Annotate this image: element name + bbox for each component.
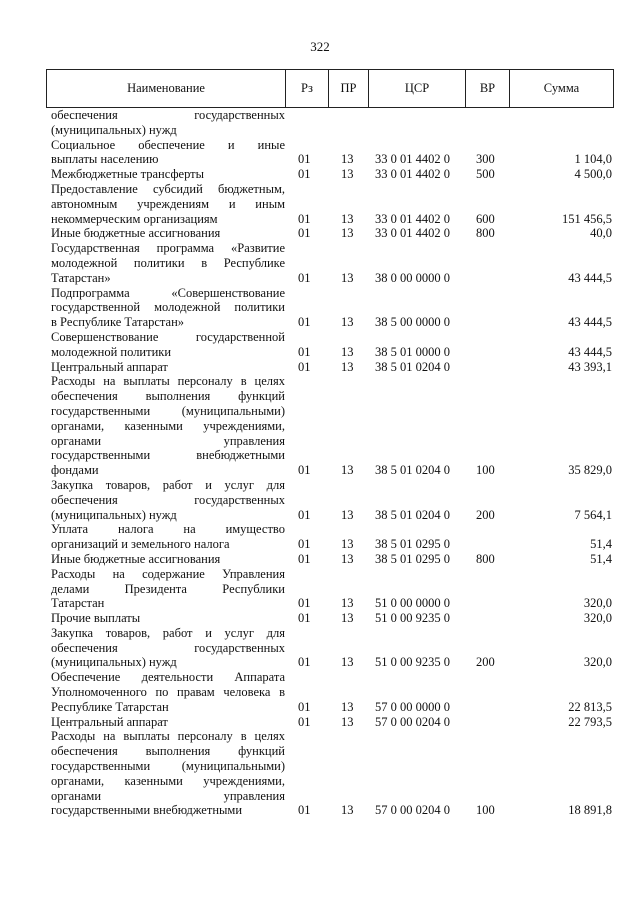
- row-rz: 01: [298, 344, 311, 359]
- row-name-line: Межбюджетные трансферты: [51, 167, 205, 182]
- table-row: [0, 241, 640, 285]
- row-sum: 51,4: [590, 551, 612, 566]
- row-sum: 320,0: [583, 611, 612, 626]
- row-sum: 4 500,0: [574, 167, 612, 182]
- row-rz: 01: [298, 226, 311, 241]
- table-row: [0, 715, 640, 730]
- table-row: [0, 374, 640, 478]
- row-pr: 13: [341, 611, 354, 626]
- row-csr: 33 0 01 4402 0: [375, 211, 450, 226]
- row-sum: 7 564,1: [574, 507, 612, 522]
- header-sum: Сумма: [543, 81, 580, 95]
- row-vr: 100: [476, 463, 495, 478]
- row-name-line: Иные бюджетные ассигнования: [51, 551, 221, 566]
- row-rz: 01: [298, 507, 311, 522]
- row-name-line: в Республике Татарстан»: [51, 315, 185, 330]
- row-rz: 01: [298, 655, 311, 670]
- row-name-line: Расходы на выплаты персоналу в целях: [51, 374, 285, 389]
- row-name-line: Уполномоченного по правам человека в: [51, 685, 285, 700]
- row-csr: 38 5 01 0000 0: [375, 344, 450, 359]
- row-name: [51, 715, 285, 730]
- row-pr: 13: [341, 315, 354, 330]
- row-rz: 01: [298, 537, 311, 552]
- row-name-line: государственными (муниципальными): [51, 759, 285, 774]
- row-name-line: фондами: [51, 463, 99, 478]
- row-name: [51, 108, 285, 138]
- row-sum: 22 793,5: [568, 714, 612, 729]
- row-name-line: выплаты населению: [51, 152, 159, 167]
- row-rz: 01: [298, 551, 311, 566]
- row-sum: 35 829,0: [568, 463, 612, 478]
- page-number: 322: [310, 39, 330, 54]
- row-name-line: обеспечения государственных: [51, 108, 285, 122]
- row-pr: 13: [341, 699, 354, 714]
- row-name: [51, 182, 285, 226]
- row-name: [51, 374, 285, 478]
- row-rz: 01: [298, 270, 311, 285]
- row-sum: 43 444,5: [568, 315, 612, 330]
- header-vr: ВР: [466, 70, 510, 107]
- row-name-line: обеспечения выполнения функций: [51, 744, 285, 759]
- row-csr: 38 5 01 0295 0: [375, 537, 450, 552]
- row-pr: 13: [341, 714, 354, 729]
- row-name: [51, 138, 285, 168]
- row-name: [51, 522, 285, 552]
- row-rz: 01: [298, 611, 311, 626]
- row-name: [51, 670, 285, 714]
- row-name-line: Прочие выплаты: [51, 611, 141, 626]
- row-name: [51, 360, 285, 375]
- row-rz: 01: [298, 359, 311, 374]
- row-rz: 01: [298, 463, 311, 478]
- row-name: [51, 286, 285, 330]
- table-row: [0, 167, 640, 182]
- table-body: [0, 108, 640, 818]
- row-name-line: органами, казенными учреждениями,: [51, 773, 285, 788]
- row-csr: 57 0 00 0204 0: [375, 803, 450, 818]
- row-pr: 13: [341, 167, 354, 182]
- row-csr: 33 0 01 4402 0: [375, 152, 450, 167]
- row-sum: 1 104,0: [574, 152, 612, 167]
- row-csr: 38 5 00 0000 0: [375, 315, 450, 330]
- row-sum: 151 456,5: [562, 211, 612, 226]
- row-name-line: Закупка товаров, работ и услуг для: [51, 477, 285, 492]
- row-name: [51, 478, 285, 522]
- row-name-line: государственными внебюджетными: [51, 803, 243, 818]
- row-pr: 13: [341, 537, 354, 552]
- row-name-line: некоммерческим организациям: [51, 211, 218, 226]
- table-row: [0, 182, 640, 226]
- header-csr: ЦСР: [369, 70, 466, 107]
- row-rz: 01: [298, 699, 311, 714]
- row-rz: 01: [298, 596, 311, 611]
- row-name-line: Подпрограмма «Совершенствование: [51, 285, 285, 300]
- row-vr: 800: [476, 226, 495, 241]
- row-name-line: Социальное обеспечение и иные: [51, 137, 285, 152]
- row-name-line: Расходы на выплаты персоналу в целях: [51, 729, 285, 744]
- row-csr: 51 0 00 9235 0: [375, 611, 450, 626]
- row-name-line: Расходы на содержание Управления: [51, 566, 285, 581]
- row-name-line: Уплата налога на имущество: [51, 522, 285, 537]
- row-csr: 38 5 01 0204 0: [375, 359, 450, 374]
- row-pr: 13: [341, 270, 354, 285]
- row-rz: 01: [298, 211, 311, 226]
- row-pr: 13: [341, 655, 354, 670]
- table-row: [0, 670, 640, 714]
- row-name-line: (муниципальных) нужд: [51, 655, 177, 670]
- header-rz: Рз: [286, 70, 329, 107]
- row-name-line: (муниципальных) нужд: [51, 507, 177, 522]
- row-name: [51, 626, 285, 670]
- header-pr: ПР: [329, 70, 369, 107]
- row-name: [51, 729, 285, 818]
- row-name-line: Центральный аппарат: [51, 714, 168, 729]
- row-name-line: обеспечения государственных: [51, 492, 285, 507]
- row-sum: 320,0: [583, 655, 612, 670]
- row-sum: 43 444,5: [568, 344, 612, 359]
- table-row: [0, 552, 640, 567]
- table-row: [0, 286, 640, 330]
- row-vr: 600: [476, 211, 495, 226]
- row-name-line: молодежной политики: [51, 344, 172, 359]
- row-name: [51, 241, 285, 285]
- row-csr: 33 0 01 4402 0: [375, 167, 450, 182]
- table-row: [0, 138, 640, 168]
- row-name-line: Совершенствование государственной: [51, 329, 285, 344]
- row-name: [51, 552, 285, 567]
- table-row: [0, 226, 640, 241]
- row-name-line: органами управления: [51, 433, 285, 448]
- row-name-line: Предоставление субсидий бюджетным,: [51, 181, 285, 196]
- row-rz: 01: [298, 803, 311, 818]
- row-name-line: Республике Татарстан: [51, 699, 169, 714]
- row-rz: 01: [298, 714, 311, 729]
- row-name-line: организаций и земельного налога: [51, 537, 230, 552]
- table-row: [0, 626, 640, 670]
- row-pr: 13: [341, 211, 354, 226]
- row-name-line: Иные бюджетные ассигнования: [51, 226, 221, 241]
- row-name-line: Государственная программа «Развитие: [51, 241, 285, 256]
- row-sum: 18 891,8: [568, 803, 612, 818]
- row-pr: 13: [341, 152, 354, 167]
- row-name-line: делами Президента Республики: [51, 581, 285, 596]
- table-row: [0, 729, 640, 818]
- row-rz: 01: [298, 167, 311, 182]
- row-csr: 38 5 01 0204 0: [375, 463, 450, 478]
- row-csr: 38 5 01 0204 0: [375, 507, 450, 522]
- row-pr: 13: [341, 226, 354, 241]
- row-name-line: (муниципальных) нужд: [51, 122, 177, 137]
- row-vr: 200: [476, 655, 495, 670]
- row-vr: 100: [476, 803, 495, 818]
- row-vr: 800: [476, 551, 495, 566]
- row-name: [51, 611, 285, 626]
- row-csr: 51 0 00 9235 0: [375, 655, 450, 670]
- row-pr: 13: [341, 551, 354, 566]
- row-name: [51, 167, 285, 182]
- row-pr: 13: [341, 507, 354, 522]
- row-vr: 300: [476, 152, 495, 167]
- row-name-line: обеспечения выполнения функций: [51, 389, 285, 404]
- table-header: [46, 69, 614, 108]
- table-row: [0, 611, 640, 626]
- header-name: Наименование: [47, 70, 286, 107]
- row-csr: 57 0 00 0204 0: [375, 714, 450, 729]
- row-name-line: государственной молодежной политики: [51, 300, 285, 315]
- row-rz: 01: [298, 315, 311, 330]
- table-row: [0, 478, 640, 522]
- row-name-line: Татарстан: [51, 596, 105, 611]
- row-csr: 38 0 00 0000 0: [375, 270, 450, 285]
- row-name-line: Центральный аппарат: [51, 359, 168, 374]
- row-pr: 13: [341, 803, 354, 818]
- row-name-line: молодежной политики в Республике: [51, 255, 285, 270]
- row-sum: 43 393,1: [568, 359, 612, 374]
- row-vr: 200: [476, 507, 495, 522]
- table-row: [0, 330, 640, 360]
- row-csr: 57 0 00 0000 0: [375, 699, 450, 714]
- row-name-line: государственными внебюджетными: [51, 448, 285, 463]
- table-row: [0, 360, 640, 375]
- row-pr: 13: [341, 359, 354, 374]
- row-name-line: государственными (муниципальными): [51, 403, 285, 418]
- row-name-line: обеспечения государственных: [51, 640, 285, 655]
- row-name-line: автономным учреждениям и иным: [51, 196, 285, 211]
- row-csr: 51 0 00 0000 0: [375, 596, 450, 611]
- row-name: [51, 567, 285, 611]
- row-name-line: Татарстан»: [51, 270, 111, 285]
- row-sum: 51,4: [590, 537, 612, 552]
- row-pr: 13: [341, 596, 354, 611]
- row-name-line: органами, казенными учреждениями,: [51, 418, 285, 433]
- row-name: [51, 330, 285, 360]
- row-csr: 33 0 01 4402 0: [375, 226, 450, 241]
- row-sum: 40,0: [590, 226, 612, 241]
- row-name-line: Обеспечение деятельности Аппарата: [51, 670, 285, 685]
- table-row: [0, 108, 640, 138]
- row-rz: 01: [298, 152, 311, 167]
- row-name-line: Закупка товаров, работ и услуг для: [51, 625, 285, 640]
- row-sum: 320,0: [583, 596, 612, 611]
- row-sum: 22 813,5: [568, 699, 612, 714]
- row-name: [51, 226, 285, 241]
- row-csr: 38 5 01 0295 0: [375, 551, 450, 566]
- row-name-line: органами управления: [51, 788, 285, 803]
- row-sum: 43 444,5: [568, 270, 612, 285]
- row-pr: 13: [341, 463, 354, 478]
- table-row: [0, 567, 640, 611]
- row-pr: 13: [341, 344, 354, 359]
- table-row: [0, 522, 640, 552]
- row-vr: 500: [476, 167, 495, 182]
